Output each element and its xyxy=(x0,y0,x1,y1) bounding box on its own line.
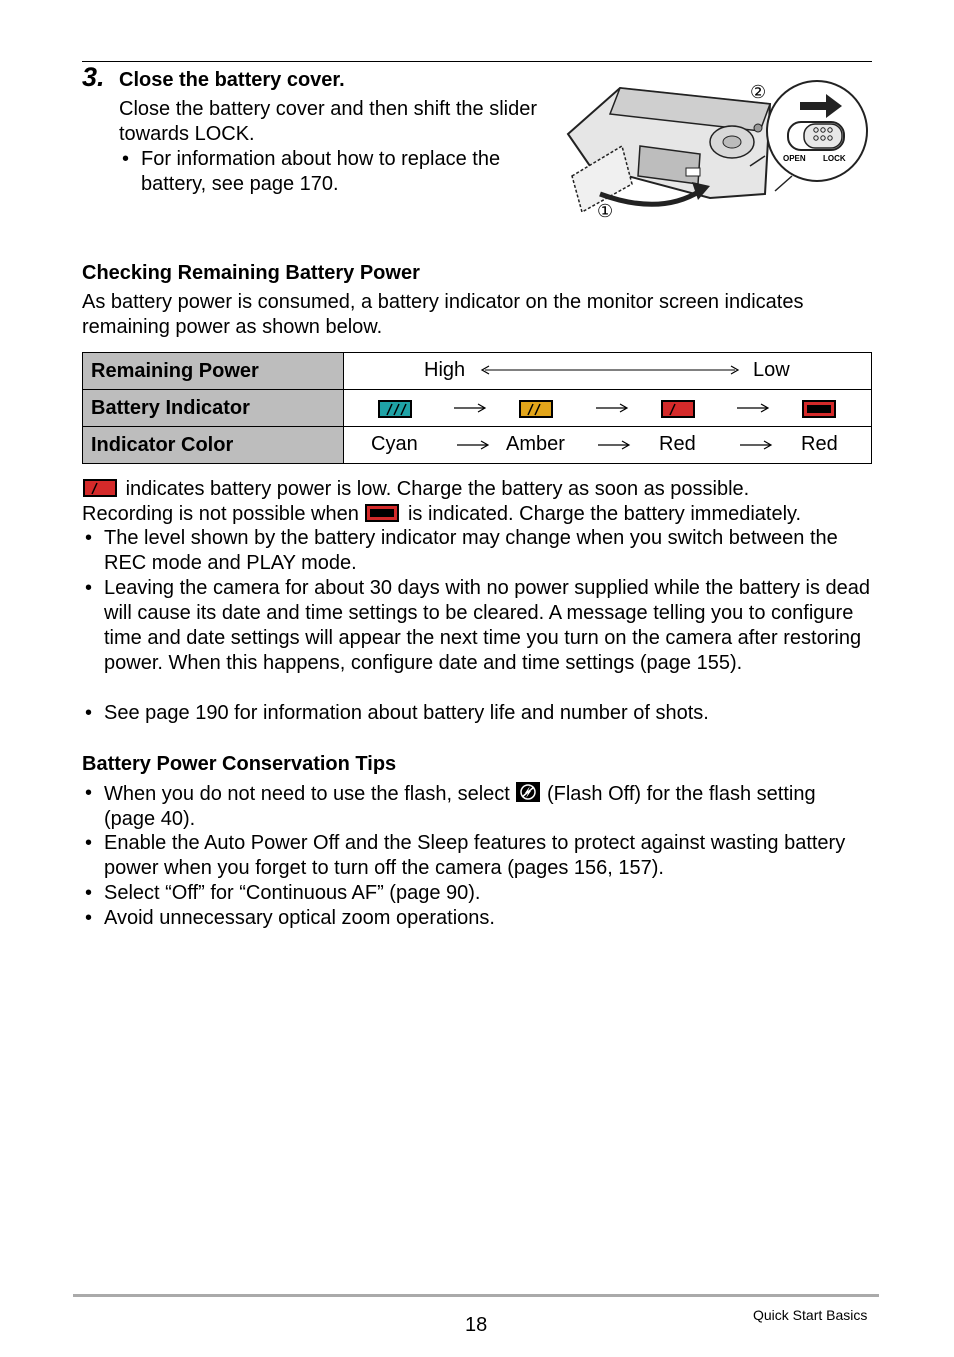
arrow-right-icon xyxy=(598,440,632,450)
indicator-cell xyxy=(344,390,872,427)
label-high: High xyxy=(424,359,466,381)
battery-low-icon xyxy=(82,478,120,498)
step-bullet-text: For information about how to replace the battery, see page 170. xyxy=(141,148,501,195)
step-bullet xyxy=(119,147,561,197)
list-item xyxy=(82,781,872,832)
marker-1: ① xyxy=(597,201,614,221)
table-row xyxy=(83,427,872,464)
bullet-dot: • xyxy=(85,832,93,854)
arrow-right-icon xyxy=(737,403,771,413)
bullet-dot: • xyxy=(122,148,130,170)
section-name: Quick Start Basics xyxy=(753,1307,868,1323)
label-low: Low xyxy=(753,359,790,381)
bullet-dot: • xyxy=(85,882,93,904)
row-label-color: Indicator Color xyxy=(83,427,344,464)
open-label: OPEN xyxy=(783,154,806,163)
table-row xyxy=(83,353,872,390)
battery-medium-icon xyxy=(518,399,556,419)
bullet-dot: • xyxy=(85,702,93,724)
checking-intro: As battery power is consumed, a battery indicator on the monitor screen indicates remaining power as shown below. xyxy=(82,291,804,338)
checking-heading: Checking Remaining Battery Power xyxy=(82,262,420,284)
list-item xyxy=(82,526,872,576)
color-red: Red xyxy=(659,433,696,455)
arrow-right-icon xyxy=(457,440,491,450)
rec-note-a: Recording is not possible when xyxy=(82,503,359,525)
color-red-2: Red xyxy=(801,433,838,455)
battery-full-icon xyxy=(377,399,415,419)
low-battery-note xyxy=(82,477,872,502)
top-rule xyxy=(82,61,872,62)
battery-empty-icon xyxy=(801,399,839,419)
step-text: Close the battery cover and then shift the slider towards LOCK. xyxy=(119,98,538,145)
rec-note-b: is indicated. Charge the battery immediately. xyxy=(407,503,802,525)
arrow-right-icon xyxy=(454,403,488,413)
arrow-right-icon xyxy=(596,403,630,413)
table-row xyxy=(83,390,872,427)
battery-empty-icon xyxy=(364,503,402,523)
bullet-dot: • xyxy=(85,527,93,549)
row-label-indicator: Battery Indicator xyxy=(83,390,344,427)
list-item xyxy=(82,906,872,931)
tips-heading: Battery Power Conservation Tips xyxy=(82,753,397,775)
lock-label: LOCK xyxy=(823,154,846,163)
flash-text-b: (Flash Off) for the flash setting (page 40). xyxy=(104,783,816,830)
color-amber: Amber xyxy=(506,433,565,455)
bullet-text: Select “Off” for “Continuous AF” (page 90). xyxy=(104,882,481,904)
color-cell xyxy=(344,427,872,464)
page-number: 18 xyxy=(465,1314,488,1336)
row-label-remaining: Remaining Power xyxy=(83,353,344,390)
double-arrow-icon xyxy=(479,363,741,377)
bullet-dot: • xyxy=(85,577,93,599)
list-item xyxy=(82,881,872,906)
low-note-text: indicates battery power is low. Charge the battery as soon as possible. xyxy=(125,478,750,500)
bullet-text: The level shown by the battery indicator may change when you switch between the REC mode and PLAY mode. xyxy=(104,527,838,574)
step-number: 3. xyxy=(82,62,105,92)
battery-low-icon xyxy=(660,399,698,419)
footer-rule xyxy=(73,1294,879,1297)
color-cyan: Cyan xyxy=(371,433,418,455)
list-item xyxy=(82,701,872,726)
flash-text-a: When you do not need to use the flash, select xyxy=(104,783,510,805)
bullet-text: See page 190 for information about battery life and number of shots. xyxy=(104,702,709,724)
bullet-dot: • xyxy=(85,782,93,804)
marker-2: ② xyxy=(750,82,767,102)
battery-cover-figure xyxy=(560,76,870,226)
remaining-scale-cell xyxy=(344,353,872,390)
list-item xyxy=(82,831,872,881)
bullet-text: Avoid unnecessary optical zoom operations. xyxy=(104,907,495,929)
battery-table xyxy=(82,352,872,464)
empty-battery-note xyxy=(82,502,872,527)
bullet-dot: • xyxy=(85,907,93,929)
bullet-text: Enable the Auto Power Off and the Sleep features to protect against wasting battery power when you forget to turn off the camera (pages 156, 157). xyxy=(104,832,846,879)
flash-off-icon xyxy=(515,781,541,803)
bullet-text: Leaving the camera for about 30 days with no power supplied while the battery is dead will cause its date and time settings to be cleared. A message telling you to configure time and date settings will appear the next time you turn on the camera after restoring power. When this happens, configure date and time settings (page 155). xyxy=(104,577,871,674)
step-title: Close the battery cover. xyxy=(119,69,345,91)
list-item xyxy=(82,576,872,676)
arrow-right-icon xyxy=(740,440,774,450)
